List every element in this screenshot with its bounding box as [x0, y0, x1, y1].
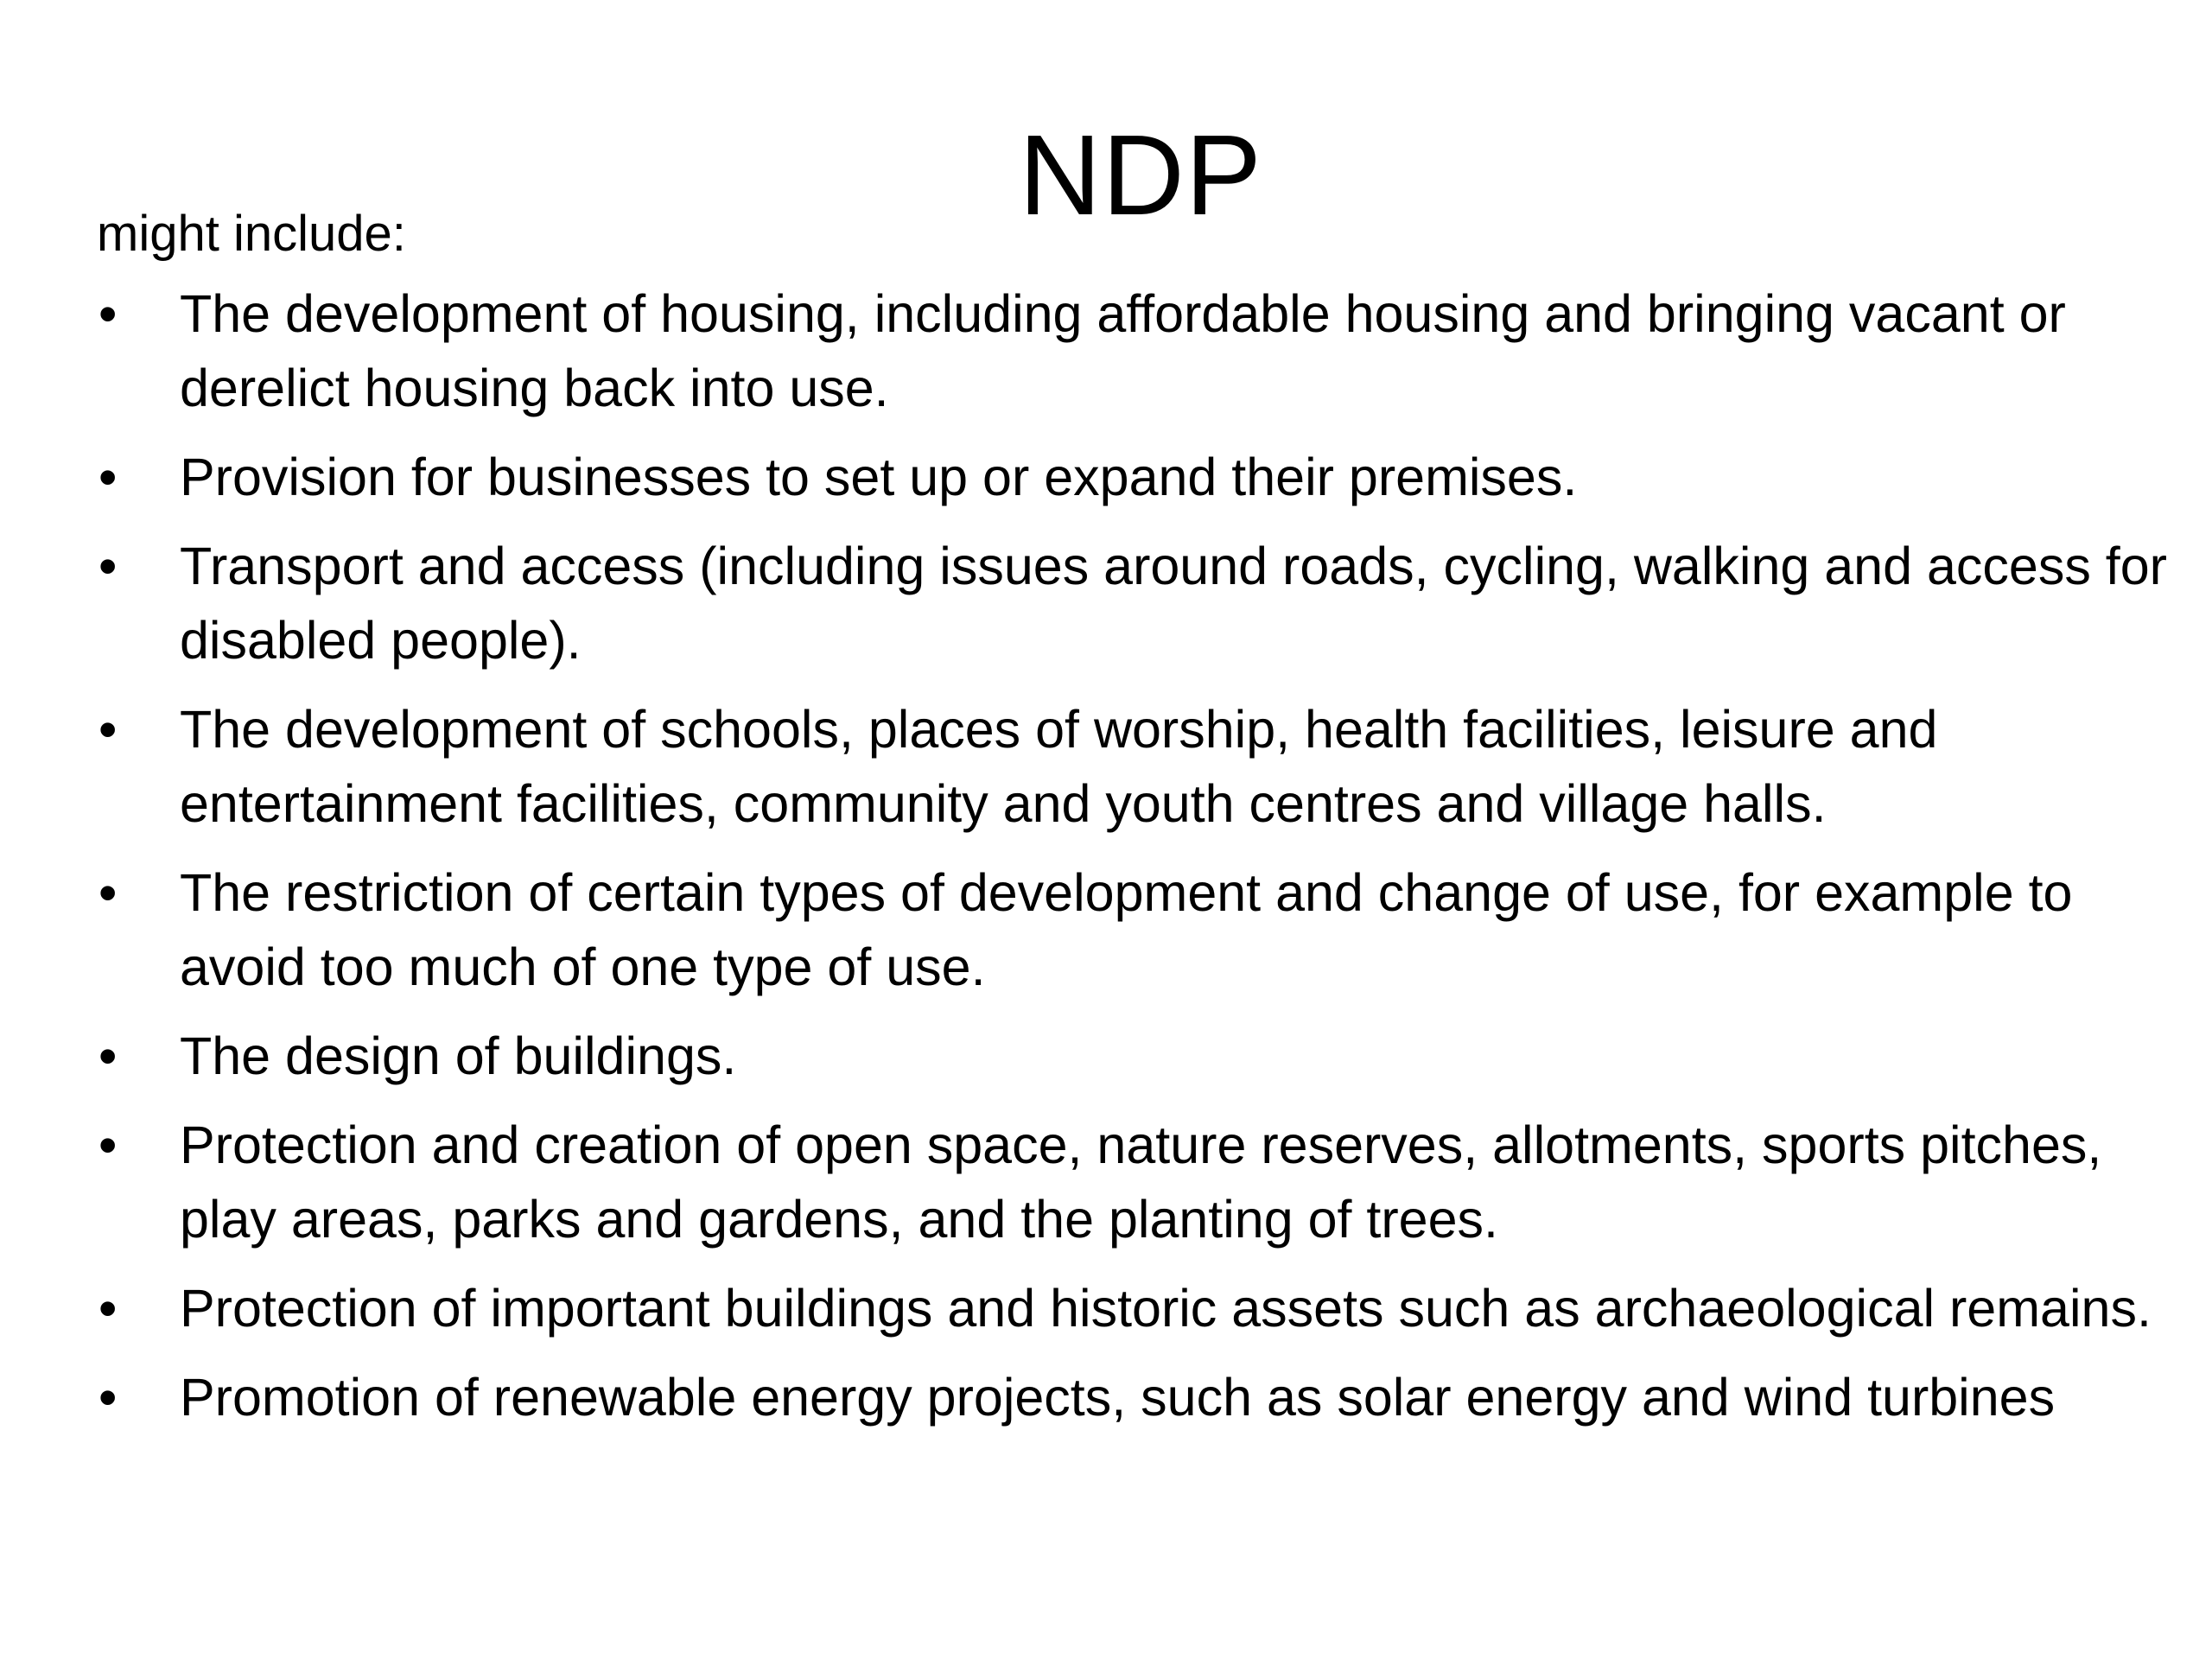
- bullet-item-design: [90, 1019, 2190, 1093]
- bullet-icon: •: [99, 1368, 118, 1427]
- bullet-item-housing: [90, 276, 2190, 425]
- bullet-item-businesses: [90, 440, 2190, 514]
- bullet-text: The development of schools, places of worship, health facilities, leisure and entertainment facilities, community and youth centres and village halls.: [180, 700, 1938, 833]
- bullet-icon: •: [99, 1027, 118, 1085]
- bullet-text: Protection of important buildings and historic assets such as archaeological remains.: [180, 1279, 2152, 1338]
- bullet-text: Protection and creation of open space, nature reserves, allotments, sports pitches, play areas, parks and gardens, and the planting of trees.: [180, 1116, 2102, 1249]
- bullet-item-heritage: [90, 1271, 2190, 1345]
- slide-title: NDP: [1019, 111, 1262, 238]
- bullet-text: The restriction of certain types of development and change of use, for example to avoid too much of one type of use.: [180, 863, 2073, 996]
- bullet-icon: •: [99, 700, 118, 759]
- intro-text: might include:: [97, 206, 406, 262]
- bullet-icon: •: [99, 1279, 118, 1338]
- bullet-text: The design of buildings.: [180, 1027, 737, 1085]
- bullet-text: Provision for businesses to set up or expand their premises.: [180, 448, 1578, 506]
- bullet-item-facilities: [90, 692, 2190, 841]
- bullet-item-open-space: [90, 1108, 2190, 1256]
- bullet-item-renewable: [90, 1360, 2190, 1434]
- bullet-icon: •: [99, 448, 118, 506]
- bullet-icon: •: [99, 537, 118, 595]
- bullet-item-transport: [90, 529, 2190, 677]
- bullet-text: Transport and access (including issues around roads, cycling, walking and access for disabled people).: [180, 537, 2167, 670]
- bullet-list: [90, 276, 2190, 1449]
- bullet-icon: •: [99, 1116, 118, 1174]
- bullet-item-restriction: [90, 855, 2190, 1004]
- bullet-icon: •: [99, 863, 118, 922]
- bullet-text: The development of housing, including affordable housing and bringing vacant or derelict housing back into use.: [180, 284, 2066, 417]
- bullet-icon: •: [99, 284, 118, 343]
- bullet-text: Promotion of renewable energy projects, such as solar energy and wind turbines: [180, 1368, 2056, 1427]
